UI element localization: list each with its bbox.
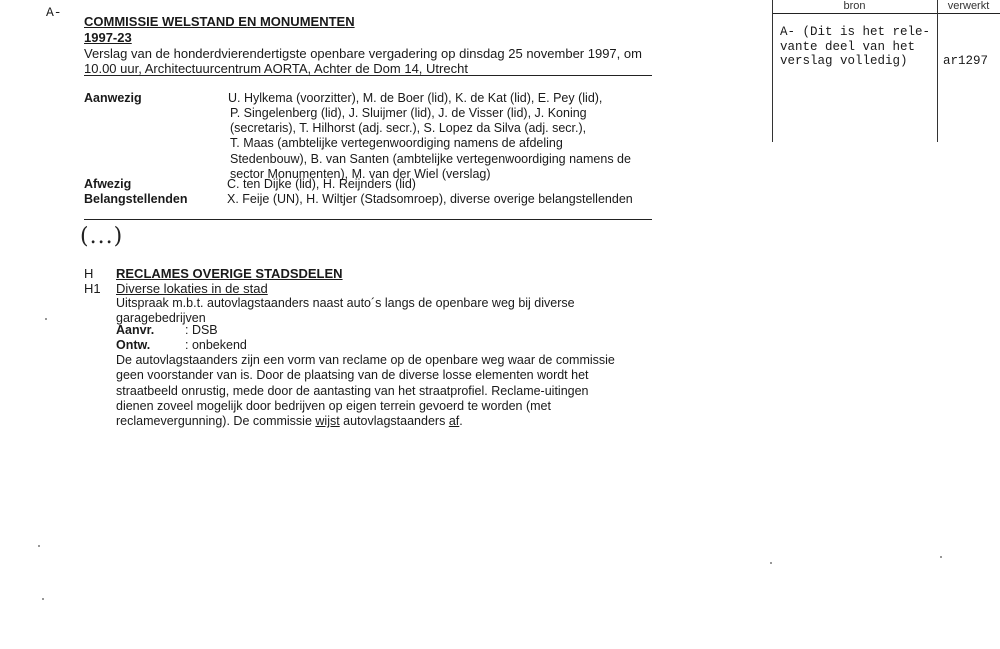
bron-note-line: verslag volledig) xyxy=(780,54,908,68)
verdict-line: geen voorstander van is. Door de plaatsing van de diverse losse elementen wordt het xyxy=(116,368,589,383)
header-rule xyxy=(84,75,652,76)
verdict-text: reclamevergunning). De commissie xyxy=(116,414,316,429)
present-line: T. Maas (ambtelijke vertegenwoordiging namens de afdeling xyxy=(230,136,563,151)
aanvr-label: Aanvr. xyxy=(116,323,155,337)
attendance-rule xyxy=(84,219,652,220)
verdict-line: De autovlagstaanders zijn een vorm van reclame op de openbare weg waar de commissie xyxy=(116,353,615,367)
document-title: COMMISSIE WELSTAND EN MONUMENTEN xyxy=(84,14,355,29)
meeting-line-1: Verslag van de honderdvierendertigste openbare vergadering op dinsdag 25 november 1997, om xyxy=(84,46,642,61)
absent-list: C. ten Dijke (lid), H. Reijnders (lid) xyxy=(227,177,416,191)
meeting-line-2: 10.00 uur, Architectuurcentrum AORTA, Achter de Dom 14, Utrecht xyxy=(84,61,468,76)
present-line: U. Hylkema (voorzitter), M. de Boer (lid), K. de Kat (lid), E. Pey (lid), xyxy=(228,91,603,105)
present-line: Stedenbouw), B. van Santen (ambtelijke vertegenwoordiging namens de xyxy=(230,151,631,166)
verdict-line: dienen zoveel mogelijk door bedrijven op eigen terrein gevoerd te worden (met xyxy=(116,398,551,413)
subsection-code: H1 xyxy=(84,281,101,296)
present-list xyxy=(228,91,668,106)
present-line: sector Monumenten), M. van der Wiel (verslag) xyxy=(230,166,491,181)
present-label: Aanwezig xyxy=(84,91,142,105)
ontw-label: Ontw. xyxy=(116,338,151,352)
document-number: 1997-23 xyxy=(84,30,132,45)
side-table-header-rule xyxy=(772,13,1000,14)
ontw-value: : onbekend xyxy=(185,338,247,352)
verdict-text: autovlagstaanders xyxy=(339,414,449,429)
absent-label: Afwezig xyxy=(84,177,132,191)
stakeholders-label: Belangstellenden xyxy=(84,192,188,206)
side-table-left-border xyxy=(772,0,773,142)
margin-mark: A- xyxy=(46,5,62,20)
side-table-divider xyxy=(937,0,938,142)
stakeholders-list: X. Feije (UN), H. Wiltjer (Stadsomroep), diverse overige belangstellenden xyxy=(227,192,633,206)
bron-note-line: vante deel van het xyxy=(780,39,916,54)
section-title: RECLAMES OVERIGE STADSDELEN xyxy=(116,266,343,281)
verdict-line-last xyxy=(116,414,615,429)
bron-note xyxy=(780,25,930,69)
omission-ellipsis: (...) xyxy=(80,224,124,249)
verdict-af: af xyxy=(448,414,460,429)
verdict-wijst: wijst xyxy=(315,414,340,429)
present-line: (secretaris), T. Hilhorst (adj. secr.), S. Lopez da Silva (adj. secr.), xyxy=(230,121,587,136)
section-code: H xyxy=(84,266,94,281)
verdict-line: straatbeeld onrustig, mede door de aantasting van het straatprofiel. Reclame-uitingen xyxy=(116,383,589,398)
verdict-text: . xyxy=(459,414,463,429)
col-verwerkt-header: verwerkt xyxy=(947,0,990,12)
scan-speck xyxy=(45,318,47,320)
subsection-title: Diverse lokaties in de stad xyxy=(116,281,268,296)
present-line: P. Singelenberg (lid), J. Sluijmer (lid), J. de Visser (lid), J. Koning xyxy=(230,106,587,120)
verwerkt-value: ar1297 xyxy=(943,54,989,68)
statement xyxy=(116,296,575,327)
aanvr-value: : DSB xyxy=(185,323,218,337)
scan-speck xyxy=(770,562,772,564)
scan-speck xyxy=(42,598,44,600)
col-bron-header: bron xyxy=(843,0,866,12)
scan-speck xyxy=(38,545,40,547)
present-list-cont xyxy=(230,106,670,182)
bron-note-line: A- (Dit is het rele- xyxy=(780,25,931,39)
statement-line: garagebedrijven xyxy=(116,311,206,326)
statement-line: Uitspraak m.b.t. autovlagstaanders naast auto´s langs de openbare weg bij diverse xyxy=(116,296,575,310)
verdict-paragraph xyxy=(116,353,615,429)
scan-speck xyxy=(940,556,942,558)
